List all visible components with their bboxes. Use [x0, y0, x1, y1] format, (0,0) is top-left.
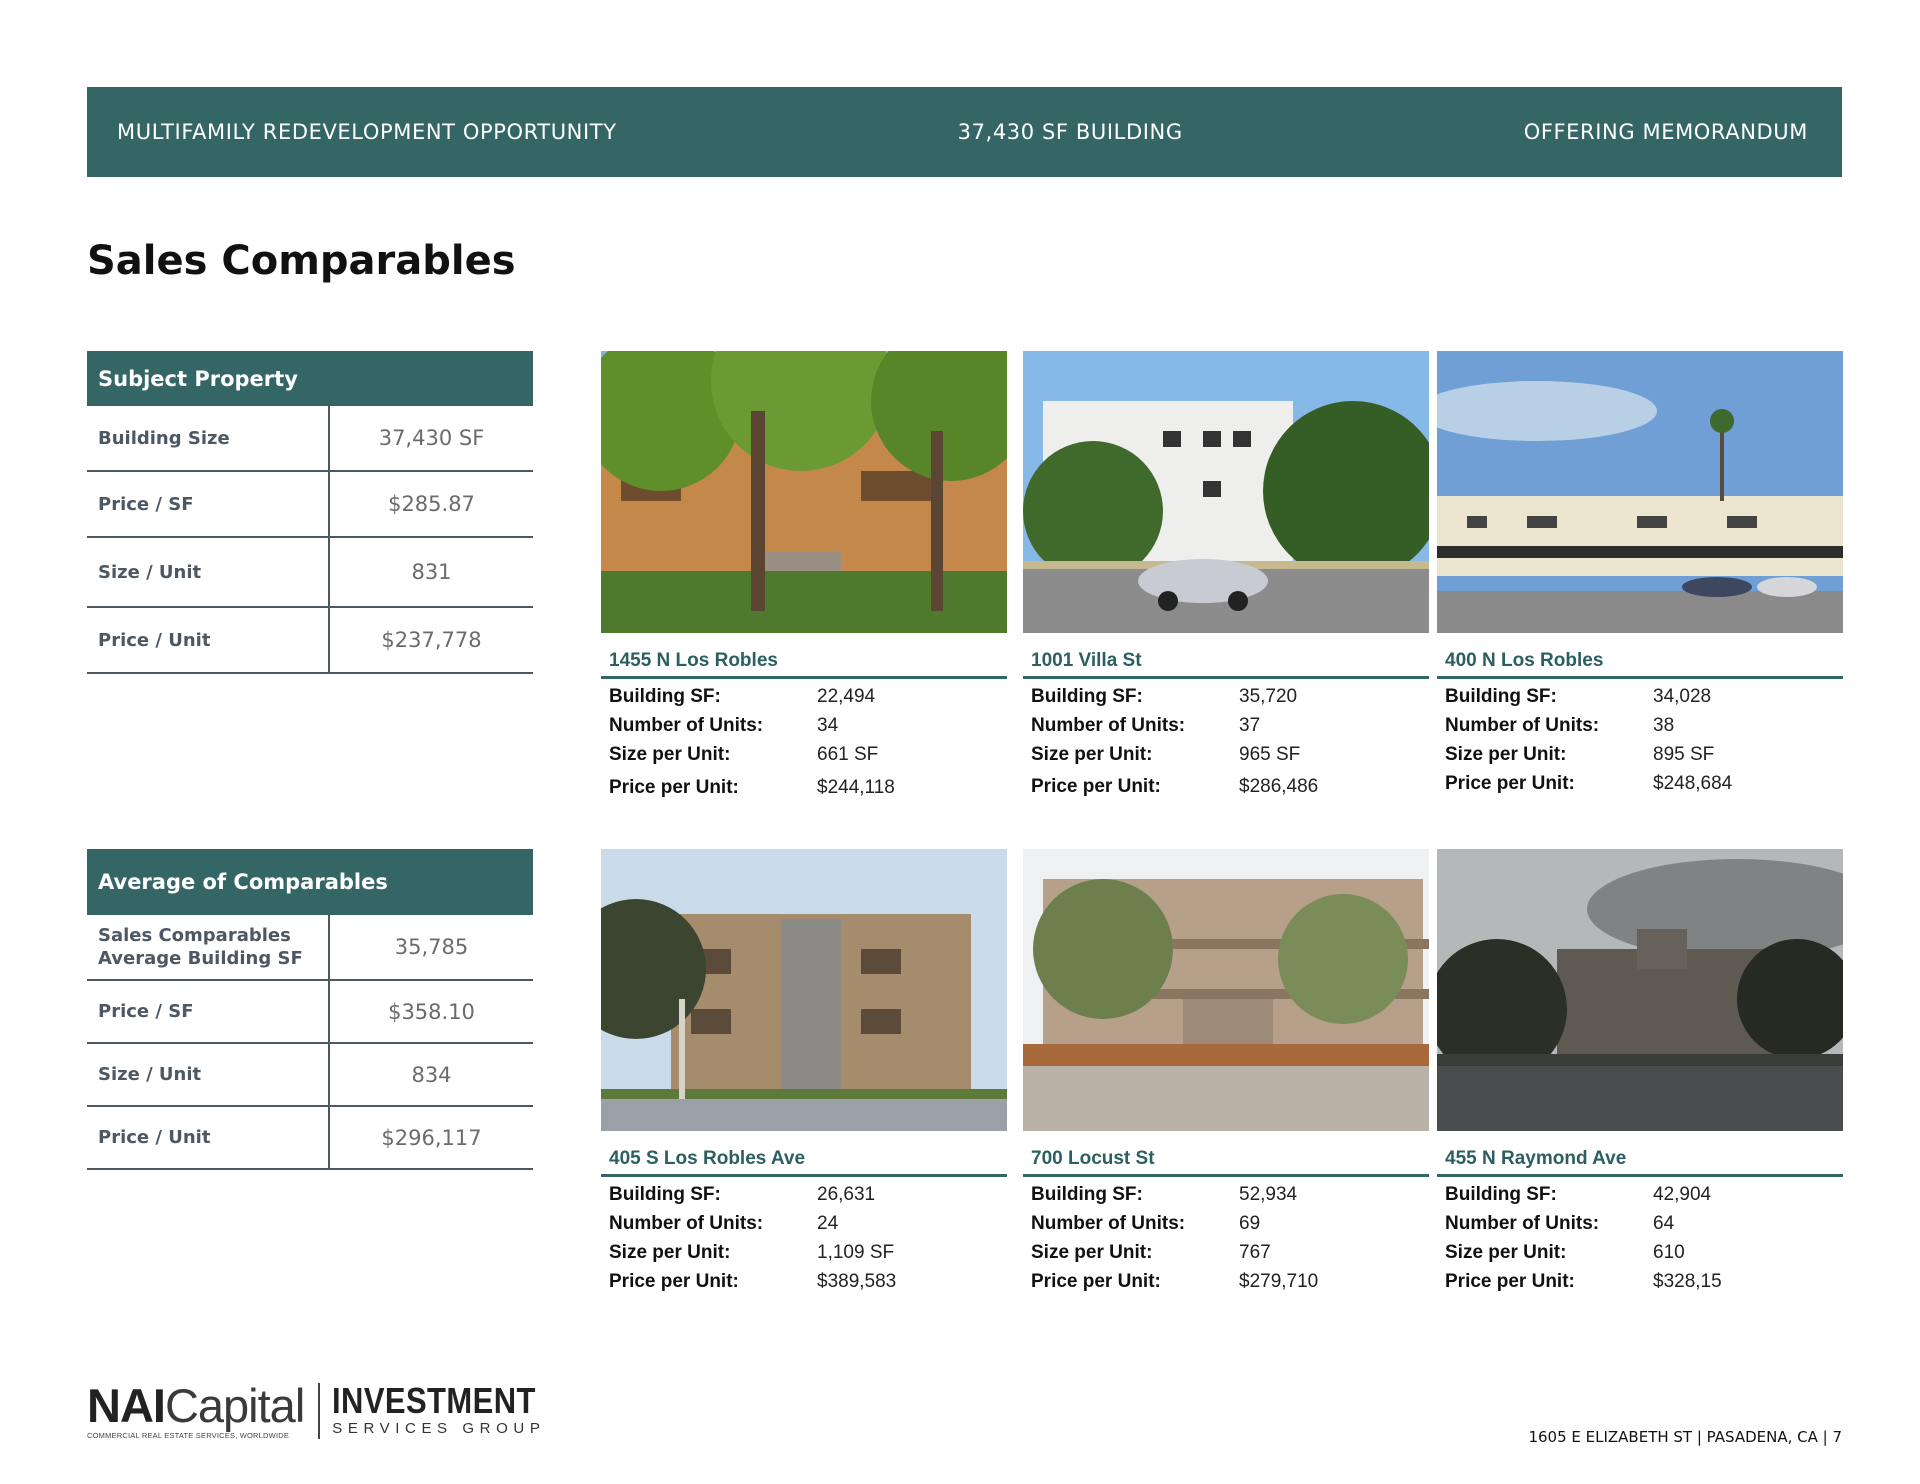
comparable-address: 1455 N Los Robles: [601, 645, 1007, 679]
logo-capital-text: Capital: [164, 1379, 305, 1432]
stat-label: Building SF:: [609, 685, 721, 707]
stat-label: Building SF:: [609, 1183, 721, 1205]
stat-value: 64: [1653, 1212, 1675, 1234]
stat-row: [609, 1209, 1007, 1238]
comparable-address: 700 Locust St: [1023, 1143, 1429, 1177]
table-row: [87, 608, 533, 674]
row-value: 35,785: [394, 935, 469, 959]
table-row: [87, 1044, 533, 1107]
stat-row: [1445, 1180, 1843, 1209]
stat-row: [1445, 682, 1843, 711]
subject-property-heading: Subject Property: [87, 351, 533, 406]
stat-value: 610: [1653, 1241, 1685, 1263]
stat-value: 965 SF: [1239, 743, 1301, 765]
comparable-card: [601, 849, 1007, 1296]
stat-label: Size per Unit:: [1445, 743, 1567, 765]
logo-divider: [318, 1383, 320, 1439]
stat-row: [1031, 711, 1429, 740]
stat-value: 42,904: [1653, 1183, 1712, 1205]
stat-label: Number of Units:: [609, 1212, 764, 1234]
row-value: 831: [411, 560, 452, 584]
comparable-card: [601, 351, 1007, 802]
stat-label: Size per Unit:: [1031, 743, 1153, 765]
table-row: [87, 981, 533, 1044]
stat-row: [609, 1267, 1007, 1296]
stat-value: 69: [1239, 1212, 1261, 1234]
stat-row: [1031, 1209, 1429, 1238]
stat-value: 26,631: [817, 1183, 876, 1205]
stat-row: [1445, 769, 1843, 798]
stat-value: 1,109 SF: [817, 1241, 895, 1263]
stat-row: [1445, 1267, 1843, 1296]
property-photo: [1437, 849, 1843, 1131]
stat-row: [1445, 740, 1843, 769]
stat-value: 22,494: [817, 685, 876, 707]
banner-left-text: MULTIFAMILY REDEVELOPMENT OPPORTUNITY: [117, 120, 617, 144]
row-value: $285.87: [388, 492, 475, 516]
stat-value: 37: [1239, 714, 1261, 736]
table-row: [87, 406, 533, 472]
row-value: $296,117: [381, 1125, 482, 1150]
logo-services-group-text: SERVICES GROUP: [332, 1420, 546, 1437]
row-label: Price / Unit: [87, 1107, 330, 1168]
stat-row: [1031, 772, 1429, 801]
table-row: [87, 1107, 533, 1170]
comparable-address: 455 N Raymond Ave: [1437, 1143, 1843, 1177]
stat-label: Price per Unit:: [1031, 1270, 1161, 1292]
comparable-card: [1023, 849, 1429, 1296]
row-value: 834: [411, 1062, 452, 1087]
table-row: [87, 538, 533, 608]
stat-value: 661 SF: [817, 743, 879, 765]
stat-row: [1031, 1267, 1429, 1296]
property-photo: [1023, 351, 1429, 633]
average-comparables-heading: Average of Comparables: [87, 849, 533, 915]
stat-label: Number of Units:: [1031, 714, 1186, 736]
stat-value: 35,720: [1239, 685, 1298, 707]
property-photo: [1437, 351, 1843, 633]
stat-row: [609, 682, 1007, 711]
header-banner: [87, 87, 1842, 177]
stat-row: [1031, 740, 1429, 769]
banner-center-text: 37,430 SF BUILDING: [957, 120, 1183, 144]
stat-label: Size per Unit:: [609, 743, 731, 765]
comparable-address: 1001 Villa St: [1023, 645, 1429, 679]
stat-row: [609, 740, 1007, 769]
comparable-card: [1437, 849, 1843, 1296]
stat-value: $279,710: [1239, 1270, 1319, 1292]
row-label: Price / Unit: [87, 608, 330, 672]
stat-value: 767: [1239, 1241, 1271, 1263]
stat-row: [1445, 1238, 1843, 1267]
comparable-address: 405 S Los Robles Ave: [601, 1143, 1007, 1177]
stat-label: Price per Unit:: [609, 776, 739, 798]
row-value: 37,430 SF: [378, 426, 485, 450]
stat-label: Size per Unit:: [1445, 1241, 1567, 1263]
average-comparables-table: [87, 849, 533, 1170]
nai-mark: NAI: [87, 1379, 165, 1432]
row-label: Size / Unit: [87, 538, 330, 606]
comparable-address: 400 N Los Robles: [1437, 645, 1843, 679]
stat-value: 38: [1653, 714, 1675, 736]
stat-value: $248,684: [1653, 772, 1733, 794]
property-photo: [601, 849, 1007, 1131]
stat-label: Price per Unit:: [609, 1270, 739, 1292]
row-label: Size / Unit: [87, 1044, 330, 1105]
stat-value: 895 SF: [1653, 743, 1715, 765]
stat-value: $328,15: [1653, 1270, 1722, 1292]
stat-row: [1031, 1238, 1429, 1267]
stat-label: Number of Units:: [609, 714, 764, 736]
stat-label: Price per Unit:: [1031, 775, 1161, 797]
stat-label: Price per Unit:: [1445, 772, 1575, 794]
stat-value: 34: [817, 714, 839, 736]
comparable-card: [1023, 351, 1429, 801]
row-value: $237,778: [381, 628, 482, 652]
page-title: Sales Comparables: [87, 238, 516, 284]
footer-address: 1605 E ELIZABETH ST | PASADENA, CA | 7: [1528, 1428, 1842, 1446]
stat-row: [1031, 682, 1429, 711]
logo-tagline: COMMERCIAL REAL ESTATE SERVICES, WORLDWIDE: [87, 1431, 290, 1440]
stat-row: [609, 711, 1007, 740]
stat-label: Size per Unit:: [609, 1241, 731, 1263]
stat-row: [1445, 711, 1843, 740]
logo-investment-text: INVESTMENT: [332, 1380, 537, 1421]
subject-property-table: [87, 351, 533, 674]
banner-right-text: OFFERING MEMORANDUM: [1523, 120, 1808, 144]
property-photo: [1023, 849, 1429, 1131]
stat-value: $389,583: [817, 1270, 897, 1292]
stat-value: 34,028: [1653, 685, 1712, 707]
stat-label: Size per Unit:: [1031, 1241, 1153, 1263]
row-label: Building Size: [87, 406, 330, 470]
stat-label: Number of Units:: [1031, 1212, 1186, 1234]
property-photo: [601, 351, 1007, 633]
stat-label: Price per Unit:: [1445, 1270, 1575, 1292]
stat-label: Number of Units:: [1445, 1212, 1600, 1234]
table-row: [87, 472, 533, 538]
stat-value: $286,486: [1239, 775, 1319, 797]
stat-row: [1031, 1180, 1429, 1209]
stat-row: [609, 1238, 1007, 1267]
stat-row: [1445, 1209, 1843, 1238]
stat-label: Building SF:: [1445, 685, 1557, 707]
stat-label: Number of Units:: [1445, 714, 1600, 736]
stat-label: Building SF:: [1031, 1183, 1143, 1205]
stat-value: $244,118: [817, 776, 895, 798]
stat-label: Building SF:: [1445, 1183, 1557, 1205]
stat-label: Building SF:: [1031, 685, 1143, 707]
stat-row: [609, 773, 1007, 802]
stat-value: 24: [817, 1212, 839, 1234]
stat-value: 52,934: [1239, 1183, 1298, 1205]
comparable-card: [1437, 351, 1843, 798]
table-row: [87, 915, 533, 981]
company-logo: [87, 1379, 569, 1440]
row-label: Price / SF: [87, 472, 330, 536]
stat-row: [609, 1180, 1007, 1209]
row-value: $358.10: [388, 999, 475, 1024]
row-label: Sales Comparables Average Building SF: [87, 915, 330, 979]
row-label: Price / SF: [87, 981, 330, 1042]
